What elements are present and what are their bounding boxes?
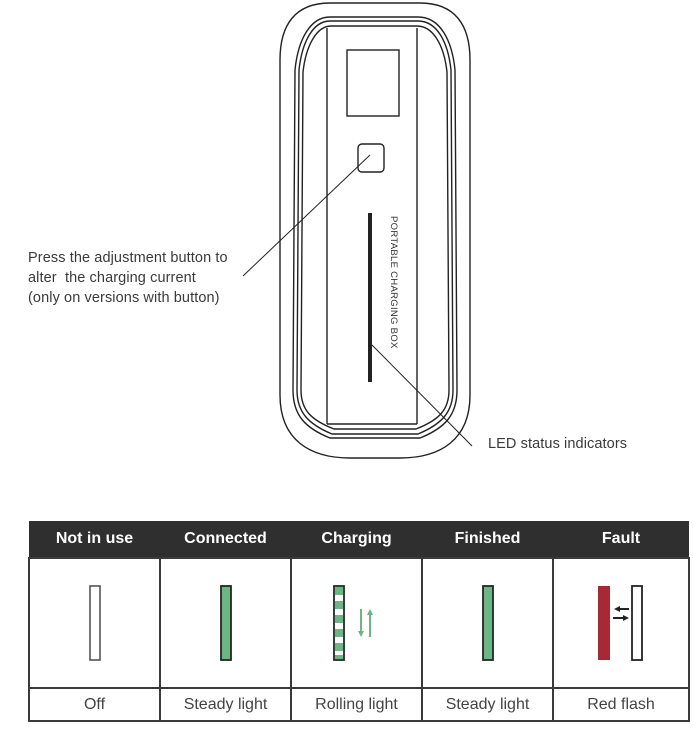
flash-arrows-icon — [613, 606, 629, 621]
header-finished: Finished — [422, 521, 553, 558]
indicator-cell-not-in-use — [29, 558, 160, 688]
header-connected: Connected — [160, 521, 291, 558]
device-bevel-1 — [293, 17, 457, 438]
status-header-row — [29, 521, 689, 558]
description-finished: Steady light — [422, 688, 553, 721]
header-charging: Charging — [291, 521, 422, 558]
description-connected: Steady light — [160, 688, 291, 721]
rolling-arrows-icon — [358, 609, 373, 637]
description-charging: Rolling light — [291, 688, 422, 721]
callout-line: Press the adjustment button to — [28, 250, 228, 266]
callout-line: alter the charging current — [28, 270, 196, 286]
led-off-icon — [88, 585, 102, 661]
led-indicators-callout: LED status indicators — [488, 436, 628, 452]
callout-line: (only on versions with button) — [28, 290, 220, 306]
indicator-cell-finished — [422, 558, 553, 688]
indicator-cell-connected — [160, 558, 291, 688]
description-not-in-use: Off — [29, 688, 160, 721]
indicator-row — [29, 558, 689, 688]
led-status-table — [28, 521, 690, 722]
adjustment-button-callout — [28, 248, 268, 308]
device-label: PORTABLE CHARGING BOX — [388, 216, 399, 349]
description-row — [29, 688, 689, 721]
device-bevel-3 — [301, 26, 449, 429]
header-not-in-use: Not in use — [29, 521, 160, 558]
header-fault: Fault — [553, 521, 689, 558]
led-steady-green-icon — [219, 585, 233, 661]
led-red-flash-icon — [596, 585, 646, 661]
indicator-cell-charging — [291, 558, 422, 688]
device-outer-shell — [280, 3, 470, 458]
description-fault: Red flash — [553, 688, 689, 721]
device-bevel-2 — [297, 21, 453, 434]
led-rolling-green-icon — [332, 585, 382, 661]
adjustment-button[interactable] — [358, 144, 384, 172]
display-window — [347, 50, 399, 116]
indicator-cell-fault — [553, 558, 689, 688]
led-steady-green-icon — [481, 585, 495, 661]
